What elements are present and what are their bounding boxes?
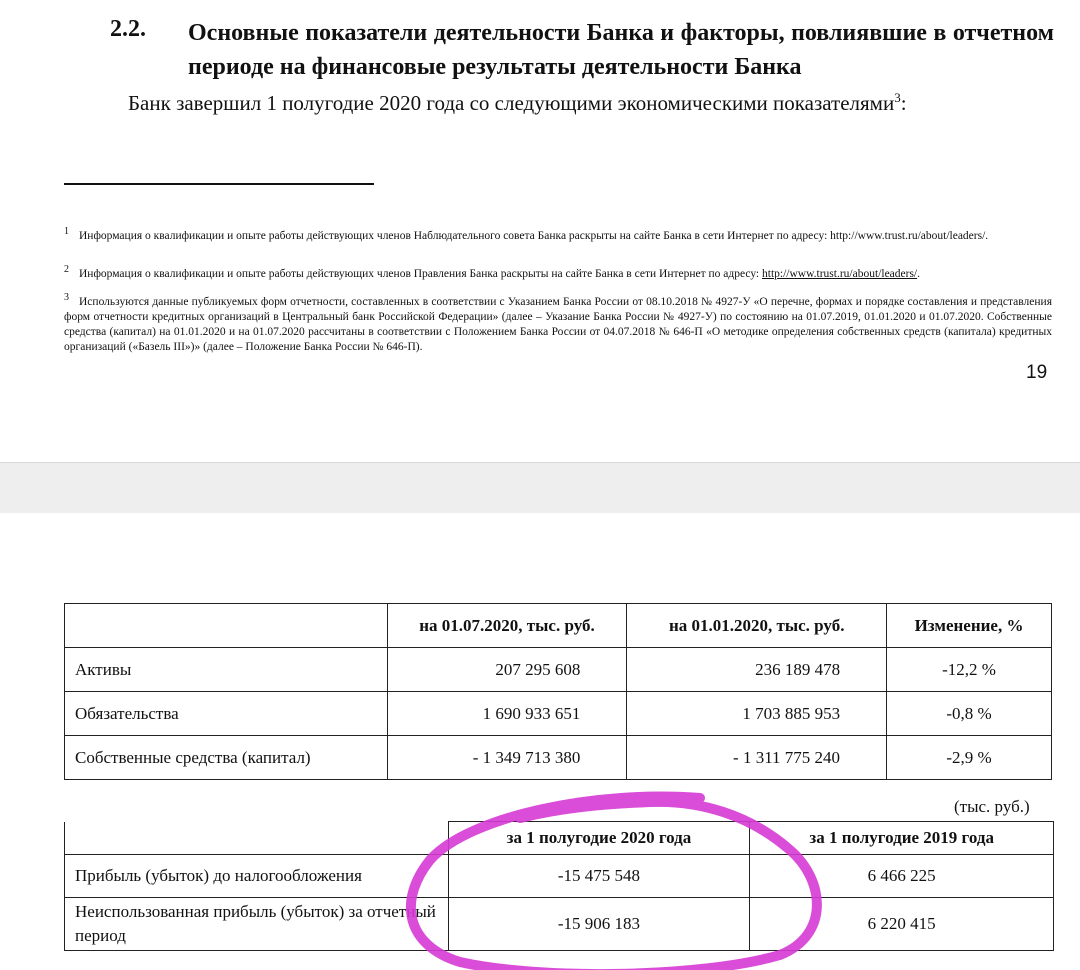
table-row (65, 648, 1052, 692)
value-cell: 6 466 225 (750, 855, 1054, 898)
row-label: Собственные средства (капитал) (65, 736, 388, 780)
header-cell (65, 604, 388, 648)
header-cell: на 01.01.2020, тыс. руб. (627, 604, 887, 648)
footnote-3 (64, 290, 1052, 355)
unit-note: (тыс. руб.) (954, 797, 1030, 816)
value-cell: 207 295 608 (387, 648, 627, 692)
table-row (65, 855, 1054, 898)
profit-table (64, 821, 1054, 951)
intro-text: Банк завершил 1 полугодие 2020 года со следующими экономическими показателями (128, 91, 895, 115)
value-cell: - 1 349 713 380 (387, 736, 627, 780)
footnote-1 (64, 224, 1052, 244)
page-number: 19 (1026, 362, 1048, 383)
section-title: Основные показатели деятельности Банка и факторы, повлиявшие в отчетном периоде на финансовые результаты деятельности Банка (188, 20, 1054, 80)
table-row (65, 692, 1052, 736)
table-row (65, 736, 1052, 780)
footnote-ref[interactable]: 3 (894, 90, 901, 105)
footnote-link[interactable]: http://www.trust.ru/about/leaders/ (762, 267, 918, 280)
change-cell: -2,9 % (887, 736, 1052, 780)
table-row (65, 898, 1054, 951)
footnote-text: Информация о квалификации и опыте работы действующих членов Наблюдательного совета Банка раскрыты на сайте Банка в сети Интернет по адресу: http://www.trust.ru/about/leaders/. (79, 229, 989, 242)
value-cell: -15 475 548 (448, 855, 750, 898)
document-page-19 (0, 0, 1080, 462)
page-gap (0, 462, 1080, 514)
table-header-row (65, 822, 1054, 855)
value-cell: - 1 311 775 240 (627, 736, 887, 780)
header-cell (65, 822, 449, 855)
change-cell: -12,2 % (887, 648, 1052, 692)
value-cell: 1 703 885 953 (627, 692, 887, 736)
footnote-mark: 2 (64, 264, 69, 275)
footnote-text: Информация о квалификации и опыте работы действующих членов Правления Банка раскрыты на сайте Банка в сети Интернет по адресу: (79, 267, 763, 280)
value-cell: 236 189 478 (627, 648, 887, 692)
header-cell: за 1 полугодие 2019 года (750, 822, 1054, 855)
row-label: Прибыль (убыток) до налогообложения (65, 855, 449, 898)
footnote-mark: 3 (64, 292, 69, 303)
row-label: Активы (65, 648, 388, 692)
footnote-mark: 1 (64, 226, 69, 237)
footnote-tail: . (917, 267, 921, 280)
footnote-text: Используются данные публикуемых форм отчетности, составленных в соответствии с Указанием Банка России от 08.10.2018 № 4927-У «О перечне, формах и порядке составления и представления форм отчетности кредитных организаций в Центральный банк Российской Федерации» (далее – Указание Банка России № 4927-У) по состоянию на 01.07.2019, 01.01.2020 и 01.07.2020. Собственные средства (капитал) на 01.01.2020 и на 01.07.2020 рассчитаны в соответствии с Положением Банка России от 04.07.2018 № 646-П «О методике определения собственных средств (капитала) кредитных организаций («Базель III»)» (далее – Положение Банка России № 646-П). (64, 295, 1052, 353)
row-label: Обязательства (65, 692, 388, 736)
row-label: Неиспользованная прибыль (убыток) за отчетный период (65, 898, 449, 951)
header-cell: за 1 полугодие 2020 года (448, 822, 750, 855)
section-number: 2.2. (110, 16, 146, 42)
value-cell: 6 220 415 (750, 898, 1054, 951)
value-cell: -15 906 183 (448, 898, 750, 951)
table-header-row (65, 604, 1052, 648)
footnote-separator (64, 183, 374, 185)
header-cell: Изменение, % (887, 604, 1052, 648)
footnote-2 (64, 262, 1052, 282)
header-cell: на 01.07.2020, тыс. руб. (387, 604, 627, 648)
indicators-table (64, 603, 1052, 780)
value-cell: 1 690 933 651 (387, 692, 627, 736)
intro-tail: : (900, 91, 907, 115)
change-cell: -0,8 % (887, 692, 1052, 736)
intro-paragraph (128, 90, 907, 116)
